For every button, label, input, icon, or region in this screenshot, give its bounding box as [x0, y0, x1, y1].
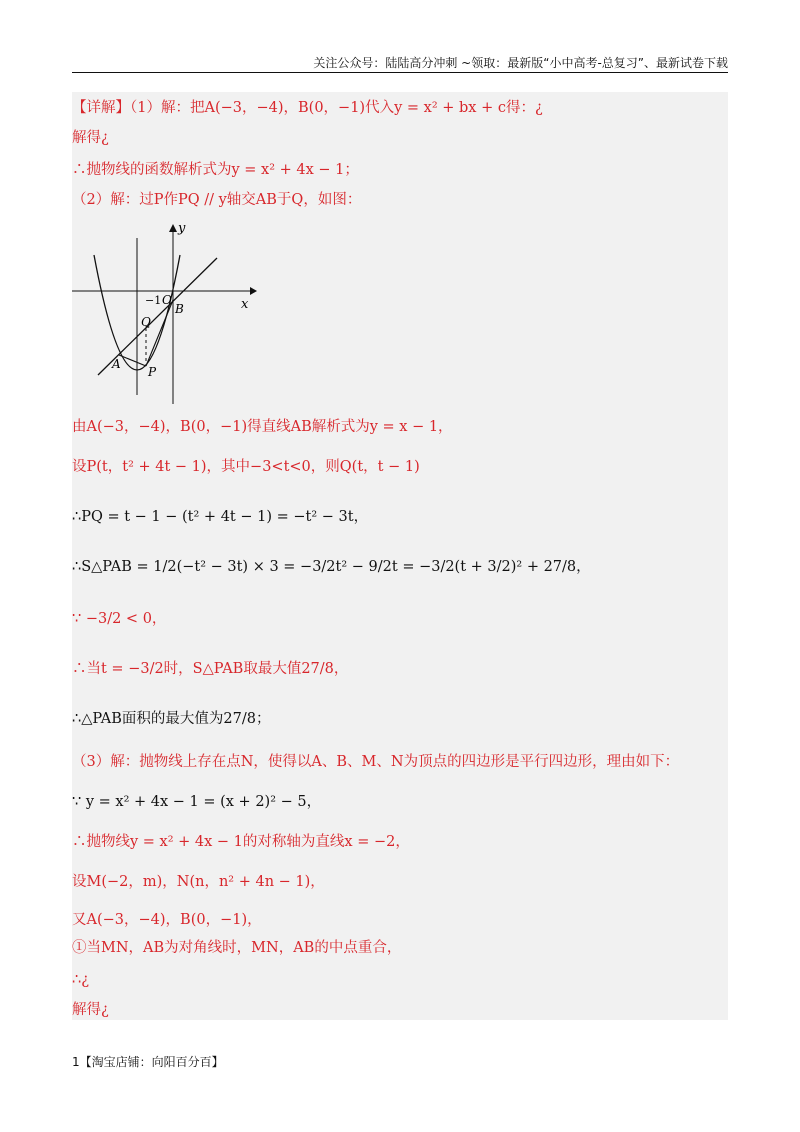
solution-line-13: ∵ y = x² + 4x − 1 = (x + 2)² − 5， — [72, 794, 322, 810]
solution-line-15: 设M(−2，m)，N(n，n² + 4n − 1)， — [72, 874, 325, 890]
parabola-graph — [72, 220, 257, 405]
solution-line-4: （2）解：过P作PQ // y轴交AB于Q，如图： — [72, 192, 362, 208]
x-label: x — [241, 297, 249, 312]
solution-line-7: ∴PQ = t − 1 − (t² + 4t − 1) = −t² − 3t， — [72, 509, 369, 525]
point-b-label: B — [175, 302, 184, 316]
y-axis-arrow — [169, 224, 177, 232]
solution-panel — [72, 92, 728, 1020]
detail-tag: 【详解】 — [72, 100, 130, 116]
solution-line-8: ∴S△PAB = 1/2(−t² − 3t) × 3 = −3/2t² − 9/2t = −3/2(t + 3/2)² + 27/8， — [72, 559, 591, 575]
page-header: 关注公众号：陆陆高分冲刺 ~领取：最新版“小中高考-总复习”、最新试卷下载 — [313, 56, 728, 70]
segment-ap — [119, 355, 146, 366]
solution-line-9: ∵ −3/2 < 0， — [72, 611, 167, 627]
solution-line-2: 解得¿ — [72, 130, 109, 146]
solution-line-18: ∴¿ — [72, 972, 89, 988]
solution-line-19: 解得¿ — [72, 1002, 109, 1018]
segment-pb — [146, 300, 173, 366]
point-p-label: P — [148, 365, 157, 379]
solution-line-5: 由A(−3，−4)，B(0，−1)得直线AB解析式为y = x − 1， — [72, 419, 453, 435]
solution-line-3: ∴抛物线的函数解析式为y = x² + 4x − 1； — [72, 162, 359, 178]
solution-line-12: （3）解：抛物线上存在点N，使得以A、B、M、N为顶点的四边形是平行四边形，理由如下： — [72, 754, 680, 770]
solution-line-14: ∴抛物线y = x² + 4x − 1的对称轴为直线x = −2， — [72, 834, 410, 850]
origin-label: O — [162, 293, 172, 307]
point-a-label: A — [112, 357, 121, 371]
solution-line-17: ①当MN，AB为对角线时，MN，AB的中点重合， — [72, 940, 402, 956]
point-q-label: Q — [141, 315, 151, 329]
solution-line-6: 设P(t，t² + 4t − 1)，其中−3<t<0，则Q(t，t − 1) — [72, 459, 420, 475]
x-axis-arrow — [250, 287, 257, 295]
solution-line-10: ∴当t = −3/2时，S△PAB取最大值27/8， — [72, 661, 349, 677]
page-footer: 1【淘宝店铺：向阳百分百】 — [72, 1055, 224, 1069]
solution-line-1 — [72, 98, 543, 118]
header-divider — [72, 72, 728, 73]
line-text: （1）解：把A(−3，−4)，B(0，−1)代入y = x² + bx + c得：¿ — [130, 100, 543, 116]
y-label: y — [178, 221, 186, 236]
minus-one-label: −1 — [145, 294, 162, 307]
solution-line-16: 又A(−3，−4)，B(0，−1)， — [72, 912, 262, 928]
solution-line-11: ∴△PAB面积的最大值为27/8； — [72, 711, 271, 727]
